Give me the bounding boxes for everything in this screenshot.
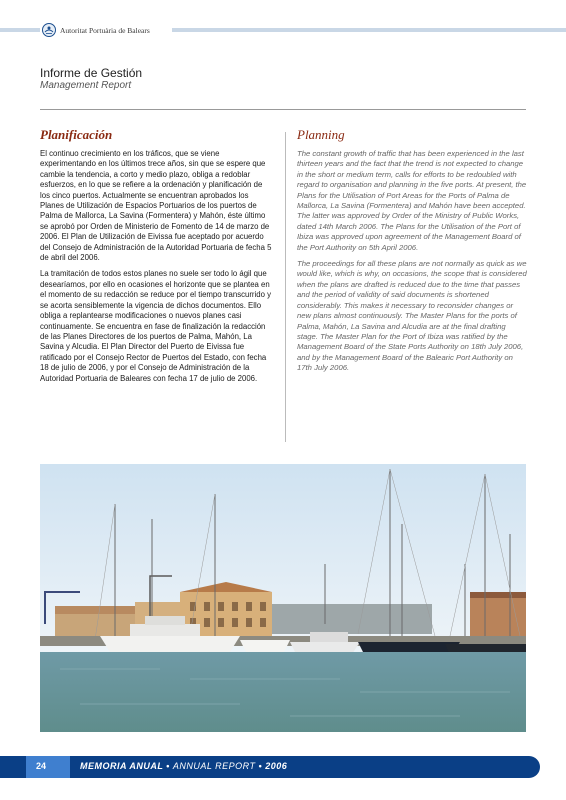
english-column [297,127,527,380]
harbour-photo [40,464,526,732]
footer-annual-report: ANNUAL REPORT [172,761,256,771]
spanish-heading: Planificación [40,127,113,142]
column-divider [285,132,286,442]
logo-text: Autoritat Portuària de Balears [60,25,150,35]
spanish-column [40,127,272,390]
port-authority-logo-icon [42,23,56,37]
english-paragraph: The proceedings for all these plans are not normally as quick as we would like, which is why, on occasions, the scope that is considered when the plans are drafted is reduced due to the time that passes and the period of validity of said documents is shortened considerably. This makes it necessary to reconsider changes or new plans almost continuously. The Master Plans for the ports of Palma, Mahón, La Savina and Alcudia are at the final drafting stage. The Master Plan for the Port of Ibiza was ratified by the Management Board of the State Ports Authority on 18th July 2006, and by the Management Board of the Balearic Port Authority on 17th July 2006. [297,259,527,373]
harbour-illustration [40,464,526,732]
footer-publication-title [80,761,287,771]
english-paragraph: The constant growth of traffic that has been experienced in the last thirteen years and the fact that the trend is not expected to change in the short or medium term, calls for efforts to be redoubled with regard to organisation and planning in the five ports. At present, the Plans for the Utilisation of Port Areas for the Ports of Palma de Mallorca, La Savina (Formentera) and Mahón have been accepted. The latter was approved by Order of the Ministry of Public Works, dated 14th March 2006. The Plans for the Utilisation of the Port of Ibiza was approved upon agreement of the Management Board of the Port Authority on 5th April 2006. [297,149,527,252]
english-heading: Planning [297,127,345,142]
header-rule [40,109,526,110]
footer-page-box [26,756,70,778]
page-number: 24 [36,761,47,771]
footer-memoria: MEMORIA ANUAL [80,761,164,771]
report-subtitle: Management Report [40,80,132,91]
footer-separator: • [255,761,266,771]
report-title: Informe de Gestión [40,66,143,80]
footer-bar [0,756,566,778]
footer-year: 2006 [265,761,288,771]
spanish-paragraph: El continuo crecimiento en los tráficos, que se viene experimentando en los últimos trece años, sin que se espere que cambie la tendencia, a corto y medio plazo, obliga a redoblar esfuerzos, en lo que se refiere a la ordenación y planificación de los cinco puertos. Actualmente se encuentran aprobados los Planes de Utilización de Espacios Portuarios de los puertos de Palma de Mallorca, La Savina (Formentera) y Mahón, éste último se aprobó por Orden de Ministerio de Fomento de 14 de marzo de 2006. El Plan de Utilización de Eivissa fue aceptado por acuerdo del Consejo de Administración de la Autoridad Portuaria de fecha 5 de abril del 2006. [40,149,272,263]
footer-separator: • [163,761,173,771]
spanish-paragraph: La tramitación de todos estos planes no suele ser todo lo ágil que desearíamos, por ello en ocasiones el horizonte que se plantea en el momento de su redacción se reduce por el tiempo transcurrido y se acorta sensiblemente la vigencia de dichos documentos. Ello obliga a replantearse modificaciones o nuevos planes casi continuamente. Se encuentra en fase de finalización la redacción de las Planes Directores de los puertos de Palma, Mahón, La Savina y Alcudia. El Plan Director del Puerto de Eivissa fue ratificado por el Consejo Rector de Puertos del Estado, con fecha 18 de julio de 2006, y por el Consejo de Administración de la Autoridad Portuaria de Baleares con fecha 17 de julio de 2006. [40,269,271,383]
header-logo [42,22,156,38]
